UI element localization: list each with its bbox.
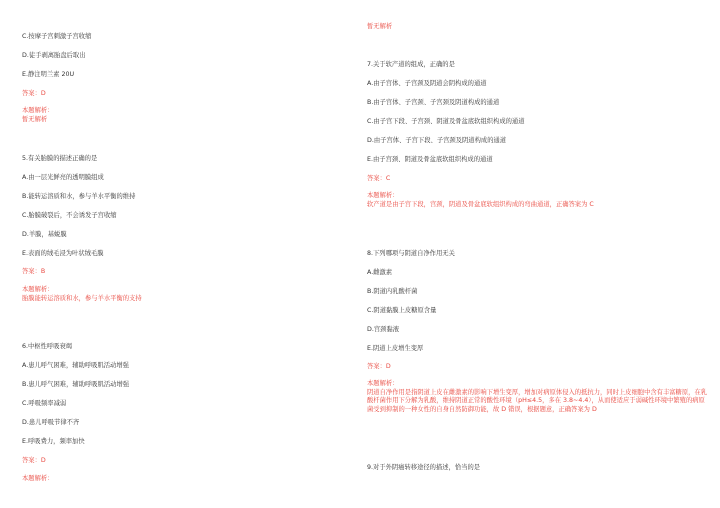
- q7-answer: 答案：C: [367, 175, 391, 182]
- q6-option-e: E.呼吸费力，频率加快: [22, 438, 85, 445]
- q7-analysis-label: 本题解析：: [367, 192, 399, 199]
- q4-answer: 答案：D: [22, 90, 46, 97]
- q4-analysis-text: 暂无解析: [22, 116, 48, 123]
- q8-analysis-label: 本题解析：: [367, 380, 399, 387]
- q6-analysis-label: 本题解析：: [22, 475, 54, 482]
- q4-option-e: E.静注明兰素 20U: [22, 71, 75, 78]
- q5-analysis-text: 胎膜能转运溶质和水，参与羊水平衡的支持: [22, 295, 142, 302]
- q5-option-e: E.表面的绒毛浸为叶状绒毛膜: [22, 250, 104, 257]
- q8-option-e: E.阴道上皮增生变厚: [367, 345, 424, 352]
- q6-analysis-text: 暂无解析: [367, 23, 393, 30]
- q7-analysis-text: 软产道是由子宫下段，宫颈，阴道及骨盆底软组织构成的弯曲通道，正确答案为 C: [367, 201, 594, 208]
- q4-option-d: D.徒手剥离胎盘后取出: [22, 52, 86, 59]
- q7-stem: 7.关于软产道的组成，正确的是: [367, 61, 455, 68]
- q8-stem: 8.下列哪项与阴道自净作用无关: [367, 250, 455, 257]
- q7-option-c: C.由子宫下段、子宫颈、阴道及骨盆底软组织构成的通道: [367, 118, 525, 125]
- q4-analysis-label: 本题解析：: [22, 107, 54, 114]
- q5-option-d: D.羊膜，基蜕膜: [22, 231, 67, 238]
- q5-answer: 答案：B: [22, 268, 46, 275]
- q8-option-d: D.宫颈黏液: [367, 326, 400, 333]
- q7-option-a: A.由子宫体、子宫颈及阴道会阴构成的通道: [367, 80, 487, 87]
- q9-stem: 9.对于外阴癌转移途径的描述，恰当的是: [367, 464, 481, 471]
- q5-option-b: B.能转运溶质和水，参与羊水平衡的维持: [22, 193, 136, 200]
- q5-analysis-label: 本题解析：: [22, 286, 54, 293]
- right-column: [367, 0, 707, 508]
- q8-option-a: A.雌激素: [367, 269, 393, 276]
- q6-option-d: D.患儿呼吸节律不齐: [22, 419, 80, 426]
- q5-option-c: C.胎膜破裂后，不会诱发子宫收缩: [22, 212, 117, 219]
- q7-option-b: B.由子宫体、子宫颈、子宫颈及阴道构成的通道: [367, 99, 500, 106]
- q6-stem: 6.中枢性呼吸衰竭: [22, 343, 73, 350]
- q8-answer: 答案：D: [367, 363, 391, 370]
- q4-option-c: C.按摩子宫刺激子宫收缩: [22, 33, 92, 40]
- q5-stem: 5.有关胎膜的描述正确的是: [22, 155, 98, 162]
- q5-option-a: A.由一层光鲜亮的透明膜组成: [22, 174, 104, 181]
- q8-analysis-text: 阴道自净作用是指阴道上皮在雌激素的影响下增生变厚，增加对病原体侵入的抵抗力，同时上皮细胞中含有丰富糖原，在乳酸杆菌作用下分解为乳酸，维持阴道正常的酸性环境（pH≤4.5，多在 3.8~4.4），从而使适应于弱碱性环境中繁殖的病原菌受到抑制的一种女性的自身自然防御功能，故 D 错误，根据题意，正确答案为 D: [367, 389, 708, 413]
- q6-option-c: C.呼吸频率减弱: [22, 400, 67, 407]
- q8-option-b: B.阴道内乳酸杆菌: [367, 288, 418, 295]
- q6-option-b: B.患儿呼气困难，辅助呼吸肌活动增强: [22, 381, 130, 388]
- q7-option-d: D.由子宫体、子宫下段、子宫颈及阴道构成的通道: [367, 137, 507, 144]
- q6-option-a: A.患儿呼气困难，辅助呼吸肌活动增强: [22, 362, 129, 369]
- q7-option-e: E.由子宫颈、阴道及骨盆底软组织构成的通道: [367, 156, 493, 163]
- q6-answer: 答案：D: [22, 457, 46, 464]
- left-column: [22, 0, 362, 508]
- q8-option-c: C.阴道黏膜上皮糖原含量: [367, 307, 437, 314]
